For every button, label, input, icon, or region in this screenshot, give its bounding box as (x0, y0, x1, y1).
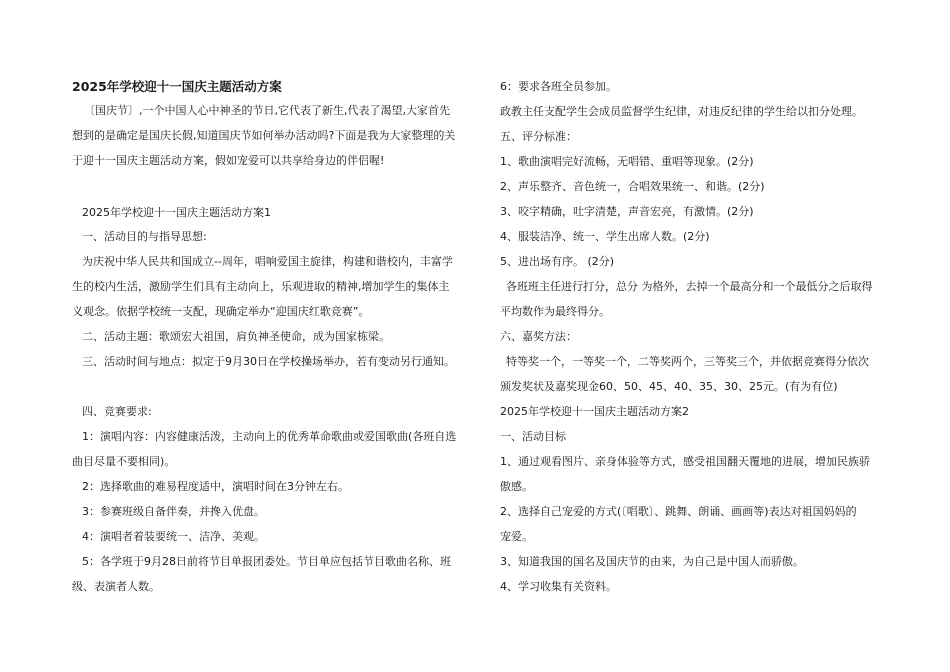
section5-heading: 五、评分标准： (500, 130, 577, 143)
discipline-note: 政教主任支配学生会成员监督学生纪律，对违反纪律的学生给以扣分处理。 (500, 105, 863, 118)
goal-2-line-2: 宠爱。 (500, 530, 533, 543)
goal-1-line-1: 1、通过观看图片、亲身体验等方式，感受祖国翻天覆地的进展，增加民族骄 (500, 455, 870, 468)
document-title: 2025年学校迎十一国庆主题活动方案 (72, 79, 282, 94)
requirement-5-line-1: 5：各学班于9月28日前将节目单报团委处。节目单应包括节目歌曲名称、班 (82, 555, 451, 568)
scoring-note-line-2: 平均数作为最终得分。 (500, 305, 610, 318)
section1-heading: 一、活动目的与指导思想: (82, 230, 207, 243)
score-item-2: 2、声乐整齐、音色统一，合唱效果统一、和谐。(2分) (500, 180, 765, 193)
section4-heading: 四、竞赛要求: (82, 405, 152, 418)
section6-heading: 六、嘉奖方法： (500, 330, 577, 343)
intro-line-1: 〔国庆节〕,一个中国人心中神圣的节日,它代表了新生,代表了渴望,大家首先 (84, 104, 450, 117)
requirement-3: 3：参赛班级自备伴奏，并搀入优盘。 (82, 505, 265, 518)
goal-1-line-2: 傲感。 (500, 480, 533, 493)
intro-line-2: 想到的是确定是国庆长假,知道国庆节如何举办活动吗?下面是我为大家整理的关 (72, 129, 456, 142)
score-item-1: 1、歌曲演唱完好流畅，无唱错、重唱等现象。(2分) (500, 155, 754, 168)
goal-3: 3、知道我国的国名及国庆节的由来，为自己是中国人而骄傲。 (500, 555, 804, 568)
goal-4: 4、学习收集有关资料。 (500, 580, 617, 593)
scoring-note-line-1: 各班班主任进行打分，总分 为格外，去掉一个最高分和一个最低分之后取得 (506, 280, 873, 293)
requirement-5-line-2: 级、表演者人数。 (72, 580, 160, 593)
award-line-1: 特等奖一个，一等奖一个，二等奖两个，三等奖三个，并依据竞赛得分依次 (506, 355, 869, 368)
award-line-2: 颁发奖状及嘉奖现金60、50、45、40、35、30、25元。(有为有位) (500, 380, 838, 393)
score-item-5: 5、进出场有序。 (2分) (500, 255, 615, 268)
plan1-heading: 2025年学校迎十一国庆主题活动方案1 (82, 206, 271, 219)
requirement-6: 6：要求各班全员参加。 (500, 80, 617, 93)
requirement-4: 4：演唱者着装要统一、洁净、美观。 (82, 530, 265, 543)
section1-body-2: 生的校内生活，激励学生们具有主动向上，乐观进取的精神,增加学生的集体主 (72, 280, 450, 293)
intro-line-3: 于迎十一国庆主题活动方案，假如宠爱可以共享给身边的伴侣喔! (72, 154, 385, 167)
plan2-heading: 2025年学校迎十一国庆主题活动方案2 (500, 405, 689, 418)
section3-text: 三、活动时间与地点：拟定于9月30日在学校操场举办，若有变动另行通知。 (82, 355, 455, 368)
score-item-3: 3、咬字精确，吐字清楚，声音宏亮，有激情。(2分) (500, 205, 754, 218)
requirement-1-line-1: 1：演唱内容：内容健康活泼，主动向上的优秀革命歌曲或爱国歌曲(各班自选 (82, 430, 457, 443)
plan2-section1-heading: 一、活动目标 (500, 430, 566, 443)
section1-body-1: 为庆祝中华人民共和国成立--周年，唱响爱国主旋律，构建和谐校内，丰富学 (82, 255, 453, 268)
section1-body-3: 义观念。依据学校统一支配，现确定举办“迎国庆红歌竞赛”。 (72, 305, 370, 318)
goal-2-line-1: 2、选择自己宠爱的方式(〔唱歌〕、跳舞、朗诵、画画等)表达对祖国妈妈的 (500, 505, 857, 518)
requirement-1-line-2: 曲目尽量不要相同)。 (72, 455, 176, 468)
section2-text: 二、活动主题：歌颂宏大祖国，肩负神圣使命，成为国家栋梁。 (82, 330, 390, 343)
requirement-2: 2：选择歌曲的难易程度适中，演唱时间在3分钟左右。 (82, 480, 349, 493)
score-item-4: 4、服装洁净、统一、学生出席人数。(2分) (500, 230, 710, 243)
